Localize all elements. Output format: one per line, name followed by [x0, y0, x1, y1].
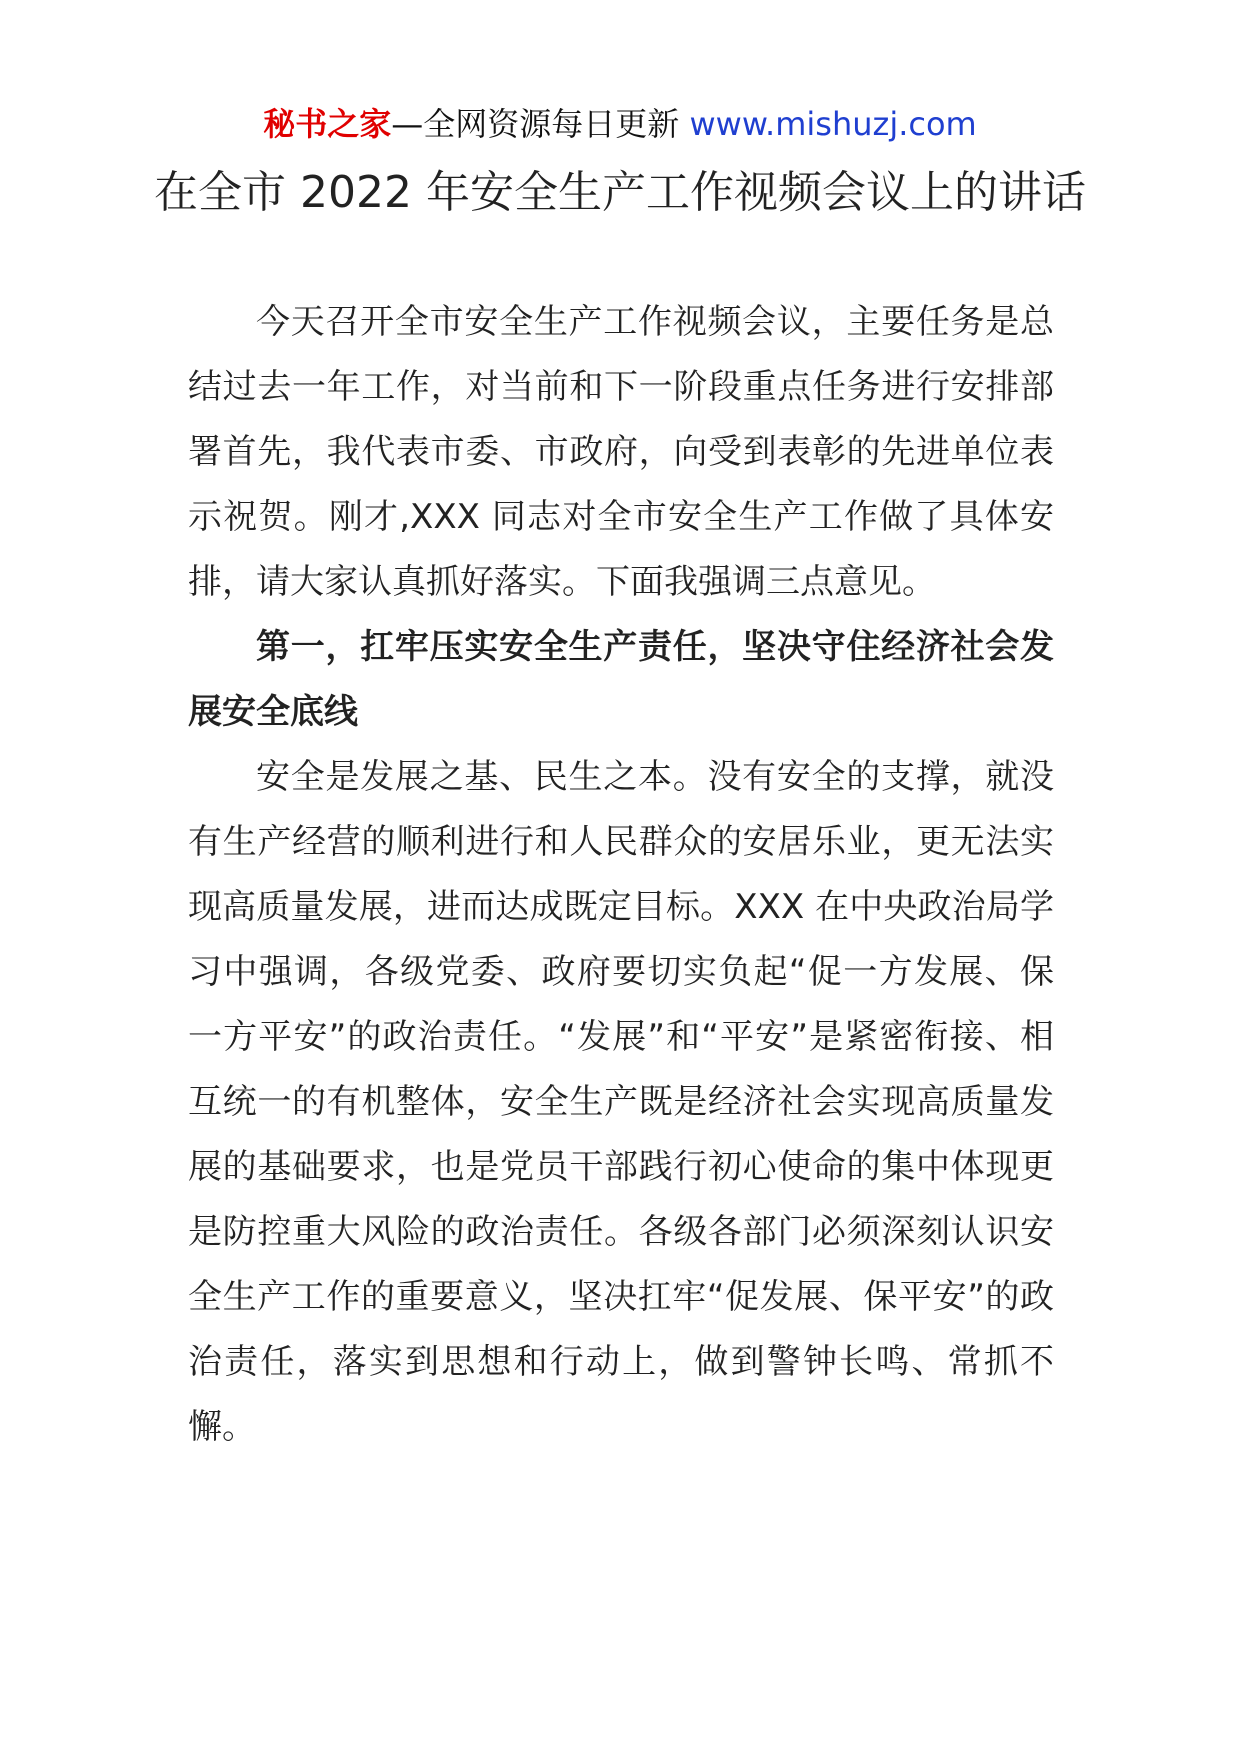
banner-url[interactable]: www.mishuzj.com — [689, 105, 977, 143]
banner-brand: 秘书之家 — [263, 105, 392, 143]
body-paragraph: 安全是发展之基、民生之本。没有安全的支撑，就没有生产经营的顺利进行和人民群众的安居乐业，更无法实现高质量发展，进而达成既定目标。XXX 在中央政治局学习中强调，各级党委、政府要切实负起“促一方发展、保一方平安”的政治责任。“发展”和“平安”是紧密衔接、相互统一的有机整体，安全生产既是经济社会实现高质量发展的基础要求，也是党员干部践行初心使命的集中体现更是防控重大风险的政治责任。各级各部门必须深刻认识安全生产工作的重要意义，坚决扛牢“促发展、保平安”的政治责任，落实到思想和行动上，做到警钟长鸣、常抓不懈。 — [188, 757, 1054, 1447]
intro-paragraph: 今天召开全市安全生产工作视频会议，主要任务是总结过去一年工作，对当前和下一阶段重点任务进行安排部署首先，我代表市委、市政府，向受到表彰的先进单位表示祝贺。刚才,XXX 同志对全市安全生产工作做了具体安排，请大家认真抓好落实。下面我强调三点意见。 — [188, 302, 1054, 602]
site-banner — [0, 100, 1240, 148]
document-body — [188, 290, 1054, 1460]
document-title: 在全市 2022 年安全生产工作视频会议上的讲话 — [154, 167, 1086, 218]
banner-tagline: —全网资源每日更新 — [391, 105, 680, 143]
section-heading: 第一，扛牢压实安全生产责任，坚决守住经济社会发展安全底线 — [188, 627, 1054, 732]
